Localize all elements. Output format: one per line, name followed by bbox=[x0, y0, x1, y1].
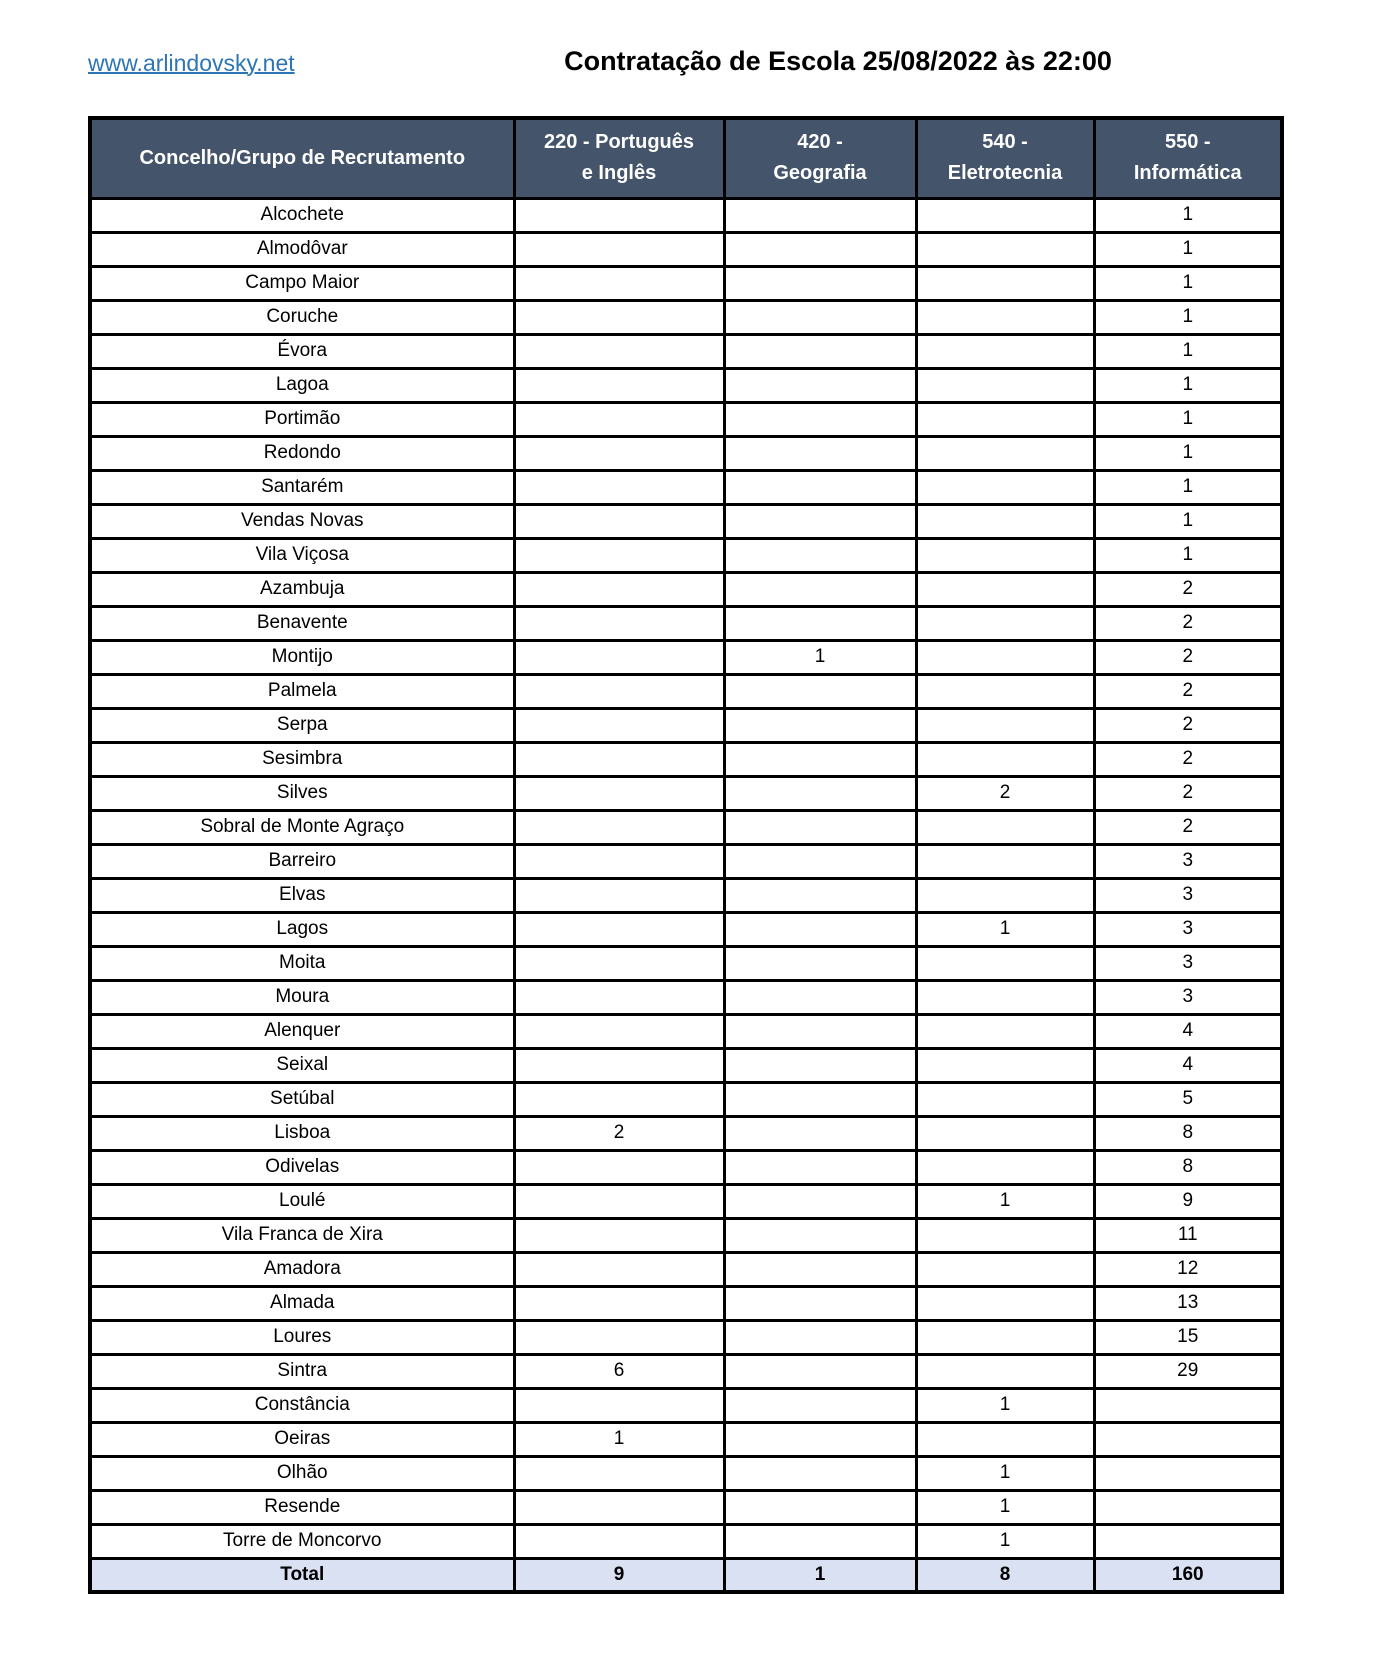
value-420-cell bbox=[724, 1116, 916, 1150]
value-420-cell bbox=[724, 946, 916, 980]
header-420-geografia bbox=[724, 118, 916, 198]
value-220-cell bbox=[514, 640, 724, 674]
header-550-line2: Informática bbox=[1133, 162, 1242, 185]
table-row bbox=[90, 334, 1282, 368]
value-550-cell: 1 bbox=[1094, 402, 1282, 436]
table-row bbox=[90, 776, 1282, 810]
table-row bbox=[90, 980, 1282, 1014]
value-540-cell bbox=[916, 1286, 1094, 1320]
table-row bbox=[90, 606, 1282, 640]
value-420-cell bbox=[724, 742, 916, 776]
total-220-cell: 9 bbox=[514, 1558, 724, 1592]
value-550-cell: 15 bbox=[1094, 1320, 1282, 1354]
value-220-cell bbox=[514, 674, 724, 708]
concelho-cell: Seixal bbox=[90, 1048, 514, 1082]
value-550-cell: 1 bbox=[1094, 300, 1282, 334]
concelho-cell: Évora bbox=[90, 334, 514, 368]
concelho-cell: Vila Franca de Xira bbox=[90, 1218, 514, 1252]
value-540-cell bbox=[916, 742, 1094, 776]
total-420-cell: 1 bbox=[724, 1558, 916, 1592]
concelho-cell: Amadora bbox=[90, 1252, 514, 1286]
table-row bbox=[90, 198, 1282, 232]
value-550-cell bbox=[1094, 1490, 1282, 1524]
value-220-cell bbox=[514, 776, 724, 810]
table-body bbox=[90, 198, 1282, 1558]
value-540-cell: 1 bbox=[916, 1388, 1094, 1422]
value-220-cell bbox=[514, 742, 724, 776]
value-540-cell: 2 bbox=[916, 776, 1094, 810]
value-550-cell: 2 bbox=[1094, 572, 1282, 606]
value-550-cell: 8 bbox=[1094, 1150, 1282, 1184]
value-220-cell bbox=[514, 504, 724, 538]
table-row bbox=[90, 266, 1282, 300]
value-420-cell bbox=[724, 1388, 916, 1422]
table-row bbox=[90, 232, 1282, 266]
table-row bbox=[90, 1252, 1282, 1286]
value-540-cell bbox=[916, 198, 1094, 232]
value-420-cell: 1 bbox=[724, 640, 916, 674]
value-540-cell bbox=[916, 300, 1094, 334]
concelho-cell: Palmela bbox=[90, 674, 514, 708]
value-220-cell bbox=[514, 1388, 724, 1422]
value-220-cell bbox=[514, 946, 724, 980]
value-220-cell bbox=[514, 1014, 724, 1048]
value-420-cell bbox=[724, 1252, 916, 1286]
value-420-cell bbox=[724, 470, 916, 504]
value-550-cell: 4 bbox=[1094, 1014, 1282, 1048]
table-footer bbox=[90, 1558, 1282, 1592]
value-420-cell bbox=[724, 1456, 916, 1490]
table-row bbox=[90, 1184, 1282, 1218]
value-420-cell bbox=[724, 1014, 916, 1048]
value-550-cell: 3 bbox=[1094, 946, 1282, 980]
value-420-cell bbox=[724, 912, 916, 946]
concelho-cell: Barreiro bbox=[90, 844, 514, 878]
value-550-cell: 1 bbox=[1094, 538, 1282, 572]
value-420-cell bbox=[724, 1524, 916, 1558]
value-550-cell: 3 bbox=[1094, 912, 1282, 946]
concelho-cell: Alenquer bbox=[90, 1014, 514, 1048]
value-220-cell: 2 bbox=[514, 1116, 724, 1150]
value-220-cell bbox=[514, 606, 724, 640]
table-row bbox=[90, 742, 1282, 776]
value-540-cell bbox=[916, 810, 1094, 844]
value-550-cell: 8 bbox=[1094, 1116, 1282, 1150]
value-220-cell bbox=[514, 436, 724, 470]
value-220-cell bbox=[514, 1184, 724, 1218]
table-row bbox=[90, 1014, 1282, 1048]
value-220-cell bbox=[514, 912, 724, 946]
concelho-cell: Benavente bbox=[90, 606, 514, 640]
value-540-cell bbox=[916, 232, 1094, 266]
value-550-cell: 2 bbox=[1094, 708, 1282, 742]
value-220-cell bbox=[514, 1150, 724, 1184]
concelho-cell: Setúbal bbox=[90, 1082, 514, 1116]
value-540-cell bbox=[916, 1252, 1094, 1286]
value-550-cell: 29 bbox=[1094, 1354, 1282, 1388]
table-row bbox=[90, 436, 1282, 470]
value-220-cell bbox=[514, 368, 724, 402]
value-550-cell: 1 bbox=[1094, 334, 1282, 368]
value-550-cell: 11 bbox=[1094, 1218, 1282, 1252]
table-row bbox=[90, 912, 1282, 946]
header-550-informatica bbox=[1094, 118, 1282, 198]
value-550-cell: 1 bbox=[1094, 504, 1282, 538]
value-220-cell bbox=[514, 1456, 724, 1490]
value-420-cell bbox=[724, 1286, 916, 1320]
value-420-cell bbox=[724, 538, 916, 572]
value-550-cell: 3 bbox=[1094, 844, 1282, 878]
value-550-cell: 2 bbox=[1094, 674, 1282, 708]
value-540-cell bbox=[916, 334, 1094, 368]
table-row bbox=[90, 708, 1282, 742]
value-420-cell bbox=[724, 776, 916, 810]
value-220-cell bbox=[514, 810, 724, 844]
header-540-eletrotecnia bbox=[916, 118, 1094, 198]
value-220-cell bbox=[514, 266, 724, 300]
table-row bbox=[90, 1082, 1282, 1116]
table-row bbox=[90, 572, 1282, 606]
value-220-cell bbox=[514, 198, 724, 232]
value-540-cell bbox=[916, 538, 1094, 572]
value-420-cell bbox=[724, 1048, 916, 1082]
value-550-cell: 4 bbox=[1094, 1048, 1282, 1082]
value-540-cell bbox=[916, 1116, 1094, 1150]
value-420-cell bbox=[724, 1218, 916, 1252]
value-550-cell: 1 bbox=[1094, 368, 1282, 402]
concelho-cell: Olhão bbox=[90, 1456, 514, 1490]
value-540-cell bbox=[916, 1218, 1094, 1252]
value-420-cell bbox=[724, 232, 916, 266]
value-540-cell: 1 bbox=[916, 1490, 1094, 1524]
value-540-cell bbox=[916, 1354, 1094, 1388]
header-540-line1: 540 - bbox=[982, 131, 1028, 154]
table-header bbox=[90, 118, 1282, 198]
value-220-cell bbox=[514, 470, 724, 504]
value-540-cell bbox=[916, 1320, 1094, 1354]
value-420-cell bbox=[724, 1490, 916, 1524]
table-row bbox=[90, 640, 1282, 674]
value-550-cell: 1 bbox=[1094, 232, 1282, 266]
table-row bbox=[90, 1388, 1282, 1422]
concelho-cell: Resende bbox=[90, 1490, 514, 1524]
value-550-cell: 2 bbox=[1094, 776, 1282, 810]
value-540-cell bbox=[916, 1082, 1094, 1116]
concelho-cell: Campo Maior bbox=[90, 266, 514, 300]
value-420-cell bbox=[724, 504, 916, 538]
value-220-cell bbox=[514, 980, 724, 1014]
value-420-cell bbox=[724, 572, 916, 606]
value-550-cell bbox=[1094, 1388, 1282, 1422]
value-420-cell bbox=[724, 1354, 916, 1388]
value-540-cell: 1 bbox=[916, 912, 1094, 946]
value-220-cell bbox=[514, 1048, 724, 1082]
table-row bbox=[90, 1524, 1282, 1558]
table-row bbox=[90, 878, 1282, 912]
concelho-cell: Portimão bbox=[90, 402, 514, 436]
value-540-cell bbox=[916, 1150, 1094, 1184]
value-220-cell: 1 bbox=[514, 1422, 724, 1456]
value-540-cell: 1 bbox=[916, 1524, 1094, 1558]
header-concelho bbox=[90, 118, 514, 198]
value-220-cell bbox=[514, 844, 724, 878]
header-220-line2: e Inglês bbox=[581, 162, 657, 185]
value-220-cell bbox=[514, 402, 724, 436]
concelho-cell: Azambuja bbox=[90, 572, 514, 606]
concelho-cell: Vila Viçosa bbox=[90, 538, 514, 572]
table-row bbox=[90, 1422, 1282, 1456]
concelho-cell: Moita bbox=[90, 946, 514, 980]
value-540-cell bbox=[916, 1014, 1094, 1048]
value-420-cell bbox=[724, 1150, 916, 1184]
value-220-cell bbox=[514, 878, 724, 912]
value-540-cell bbox=[916, 436, 1094, 470]
concelho-cell: Sobral de Monte Agraço bbox=[90, 810, 514, 844]
page-title: Contratação de Escola 25/08/2022 às 22:00 bbox=[564, 46, 1112, 76]
table-row bbox=[90, 1150, 1282, 1184]
value-220-cell bbox=[514, 1286, 724, 1320]
value-420-cell bbox=[724, 810, 916, 844]
value-540-cell bbox=[916, 470, 1094, 504]
value-420-cell bbox=[724, 402, 916, 436]
recruitment-table bbox=[88, 116, 1284, 1594]
value-220-cell bbox=[514, 708, 724, 742]
table-row bbox=[90, 1116, 1282, 1150]
value-550-cell: 1 bbox=[1094, 198, 1282, 232]
value-550-cell: 13 bbox=[1094, 1286, 1282, 1320]
value-540-cell bbox=[916, 708, 1094, 742]
header-row bbox=[90, 118, 1282, 198]
value-420-cell bbox=[724, 436, 916, 470]
concelho-cell: Elvas bbox=[90, 878, 514, 912]
value-420-cell bbox=[724, 300, 916, 334]
table-row bbox=[90, 368, 1282, 402]
table-row bbox=[90, 300, 1282, 334]
concelho-cell: Sesimbra bbox=[90, 742, 514, 776]
concelho-cell: Almodôvar bbox=[90, 232, 514, 266]
value-550-cell: 3 bbox=[1094, 878, 1282, 912]
table-row bbox=[90, 470, 1282, 504]
header-220-line1: 220 - Português bbox=[543, 131, 695, 154]
concelho-cell: Lisboa bbox=[90, 1116, 514, 1150]
concelho-cell: Lagos bbox=[90, 912, 514, 946]
value-550-cell: 1 bbox=[1094, 266, 1282, 300]
concelho-cell: Coruche bbox=[90, 300, 514, 334]
value-420-cell bbox=[724, 674, 916, 708]
table-row bbox=[90, 1286, 1282, 1320]
value-550-cell bbox=[1094, 1456, 1282, 1490]
table-row bbox=[90, 1320, 1282, 1354]
header-550-line1: 550 - bbox=[1164, 131, 1211, 154]
value-220-cell bbox=[514, 1218, 724, 1252]
total-row bbox=[90, 1558, 1282, 1592]
concelho-cell: Oeiras bbox=[90, 1422, 514, 1456]
value-420-cell bbox=[724, 368, 916, 402]
concelho-cell: Redondo bbox=[90, 436, 514, 470]
value-540-cell bbox=[916, 946, 1094, 980]
concelho-cell: Montijo bbox=[90, 640, 514, 674]
value-550-cell: 2 bbox=[1094, 742, 1282, 776]
total-540-cell: 8 bbox=[916, 1558, 1094, 1592]
value-550-cell: 2 bbox=[1094, 810, 1282, 844]
value-540-cell bbox=[916, 674, 1094, 708]
value-420-cell bbox=[724, 708, 916, 742]
value-540-cell bbox=[916, 640, 1094, 674]
table-row bbox=[90, 504, 1282, 538]
value-420-cell bbox=[724, 1320, 916, 1354]
total-label-cell: Total bbox=[90, 1558, 514, 1592]
value-420-cell bbox=[724, 198, 916, 232]
value-550-cell: 9 bbox=[1094, 1184, 1282, 1218]
table-row bbox=[90, 946, 1282, 980]
value-550-cell: 12 bbox=[1094, 1252, 1282, 1286]
total-550-cell: 160 bbox=[1094, 1558, 1282, 1592]
concelho-cell: Sintra bbox=[90, 1354, 514, 1388]
table-row bbox=[90, 538, 1282, 572]
table-row bbox=[90, 1218, 1282, 1252]
value-220-cell bbox=[514, 572, 724, 606]
concelho-cell: Torre de Moncorvo bbox=[90, 1524, 514, 1558]
value-540-cell: 1 bbox=[916, 1456, 1094, 1490]
value-540-cell: 1 bbox=[916, 1184, 1094, 1218]
table-row bbox=[90, 844, 1282, 878]
value-550-cell: 2 bbox=[1094, 640, 1282, 674]
concelho-cell: Vendas Novas bbox=[90, 504, 514, 538]
concelho-cell: Moura bbox=[90, 980, 514, 1014]
value-540-cell bbox=[916, 504, 1094, 538]
value-420-cell bbox=[724, 1184, 916, 1218]
value-540-cell bbox=[916, 606, 1094, 640]
table-row bbox=[90, 1354, 1282, 1388]
value-220-cell bbox=[514, 334, 724, 368]
value-420-cell bbox=[724, 878, 916, 912]
value-220-cell: 6 bbox=[514, 1354, 724, 1388]
table-row bbox=[90, 1490, 1282, 1524]
concelho-cell: Almada bbox=[90, 1286, 514, 1320]
value-550-cell: 3 bbox=[1094, 980, 1282, 1014]
header-420-line2: Geografia bbox=[773, 162, 867, 185]
value-220-cell bbox=[514, 1082, 724, 1116]
concelho-cell: Loulé bbox=[90, 1184, 514, 1218]
value-540-cell bbox=[916, 844, 1094, 878]
concelho-cell: Santarém bbox=[90, 470, 514, 504]
value-550-cell bbox=[1094, 1422, 1282, 1456]
table-row bbox=[90, 1048, 1282, 1082]
value-540-cell bbox=[916, 572, 1094, 606]
concelho-cell: Silves bbox=[90, 776, 514, 810]
header-220-portugues-ingles bbox=[514, 118, 724, 198]
value-550-cell: 5 bbox=[1094, 1082, 1282, 1116]
value-540-cell bbox=[916, 1048, 1094, 1082]
header-concelho-label: Concelho/Grupo de Recrutamento bbox=[139, 146, 466, 169]
concelho-cell: Odivelas bbox=[90, 1150, 514, 1184]
value-540-cell bbox=[916, 878, 1094, 912]
value-420-cell bbox=[724, 1082, 916, 1116]
concelho-cell: Loures bbox=[90, 1320, 514, 1354]
table-row bbox=[90, 1456, 1282, 1490]
value-550-cell: 1 bbox=[1094, 470, 1282, 504]
value-220-cell bbox=[514, 1252, 724, 1286]
value-220-cell bbox=[514, 1320, 724, 1354]
value-540-cell bbox=[916, 1422, 1094, 1456]
table-row bbox=[90, 810, 1282, 844]
concelho-cell: Serpa bbox=[90, 708, 514, 742]
value-540-cell bbox=[916, 402, 1094, 436]
value-220-cell bbox=[514, 1524, 724, 1558]
concelho-cell: Alcochete bbox=[90, 198, 514, 232]
value-220-cell bbox=[514, 300, 724, 334]
value-550-cell bbox=[1094, 1524, 1282, 1558]
value-420-cell bbox=[724, 980, 916, 1014]
value-420-cell bbox=[724, 606, 916, 640]
value-420-cell bbox=[724, 844, 916, 878]
value-540-cell bbox=[916, 368, 1094, 402]
concelho-cell: Constância bbox=[90, 1388, 514, 1422]
page-header bbox=[88, 46, 1282, 86]
concelho-cell: Lagoa bbox=[90, 368, 514, 402]
site-link[interactable]: www.arlindovsky.net bbox=[88, 50, 295, 76]
value-550-cell: 2 bbox=[1094, 606, 1282, 640]
value-540-cell bbox=[916, 266, 1094, 300]
value-420-cell bbox=[724, 334, 916, 368]
value-220-cell bbox=[514, 232, 724, 266]
value-220-cell bbox=[514, 538, 724, 572]
table-row bbox=[90, 674, 1282, 708]
header-540-line2: Eletrotecnia bbox=[947, 162, 1063, 185]
value-540-cell bbox=[916, 980, 1094, 1014]
header-420-line1: 420 - bbox=[797, 131, 843, 154]
value-420-cell bbox=[724, 266, 916, 300]
value-550-cell: 1 bbox=[1094, 436, 1282, 470]
value-420-cell bbox=[724, 1422, 916, 1456]
value-220-cell bbox=[514, 1490, 724, 1524]
table-row bbox=[90, 402, 1282, 436]
